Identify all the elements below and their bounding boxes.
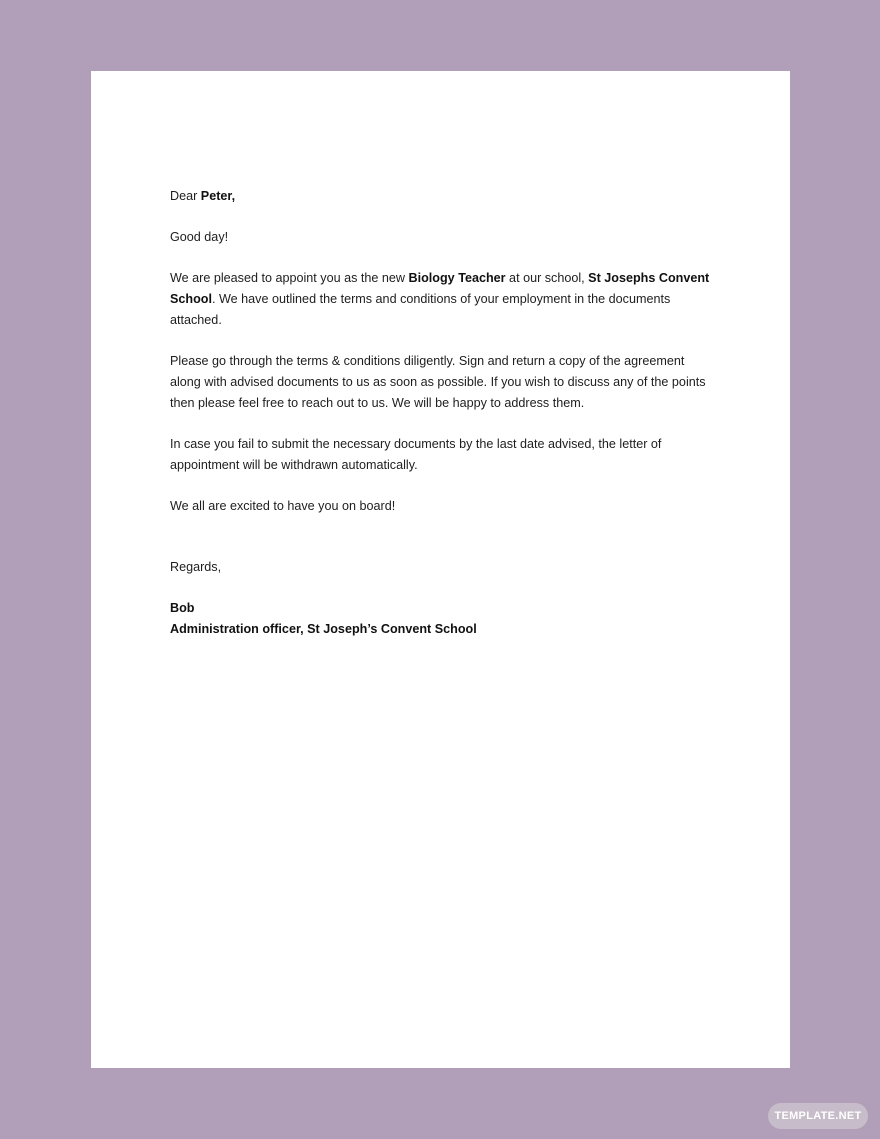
letter-body bbox=[170, 186, 715, 640]
paragraph-appointment: We are pleased to appoint you as the new Biology Teacher at our school, St Josephs Convent School. We have outlined the terms and conditions of your employment in the documents attached. bbox=[170, 271, 710, 327]
paragraph-deadline: In case you fail to submit the necessary documents by the last date advised, the letter of appointment will be withdrawn automatically. bbox=[170, 437, 662, 472]
closing: Regards, bbox=[170, 560, 222, 574]
signer-name: Bob bbox=[170, 601, 195, 615]
greeting: Good day! bbox=[170, 230, 229, 244]
paragraph-welcome: We all are excited to have you on board! bbox=[170, 499, 396, 513]
position-title: Biology Teacher bbox=[408, 271, 506, 285]
school-name: St Josephs Convent School bbox=[170, 271, 710, 306]
paragraph-terms: Please go through the terms & conditions diligently. Sign and return a copy of the agreement along with advised documents to us as soon as possible. If you wish to discuss any of the points then please feel free to reach out to us. We will be happy to address them. bbox=[170, 354, 706, 410]
template-net-watermark: TEMPLATE.NET bbox=[768, 1103, 868, 1129]
signer-title: Administration officer, St Joseph’s Convent School bbox=[170, 622, 477, 636]
letter-page bbox=[91, 71, 790, 1068]
recipient-name: Peter, bbox=[200, 189, 236, 203]
salutation: Dear Peter, bbox=[170, 189, 236, 203]
